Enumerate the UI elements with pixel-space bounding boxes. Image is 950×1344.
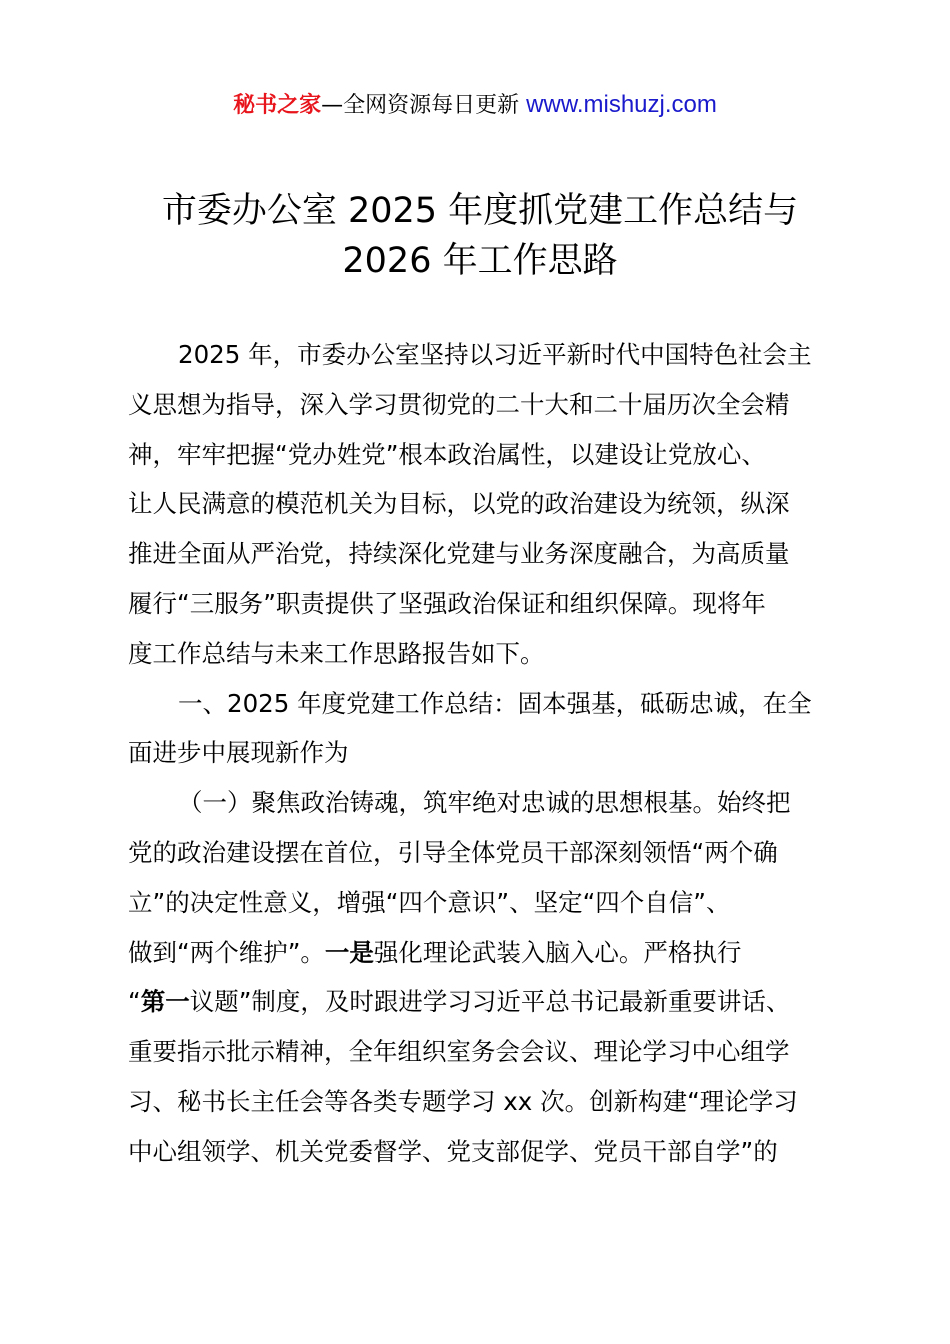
paragraph-line	[128, 579, 833, 629]
line-text: 一、2025 年度党建工作总结：固本强基，砥砺忠诚，在全	[178, 688, 812, 718]
paragraph-line	[128, 479, 833, 529]
line-text: 习、秘书长主任会等各类专题学习 xx 次。创新构建“理论学习	[128, 1087, 798, 1116]
line-text: 强化理论武装入脑入心。严格执行	[373, 937, 742, 967]
line-text: 义思想为指导，深入学习贯彻党的二十大和二十届历次全会精	[128, 389, 790, 419]
line-text: 中心组领学、机关党委督学、党支部促学、党员干部自学”的	[128, 1136, 778, 1166]
paragraph-line	[128, 928, 833, 978]
paragraph-line	[128, 878, 833, 928]
bold-text: 第一	[140, 987, 190, 1017]
site-header	[0, 88, 950, 119]
paragraph-line	[128, 529, 833, 579]
line-text: （一）聚焦政治铸魂，筑牢绝对忠诚的思想根基。始终把	[178, 788, 791, 818]
paragraph-line	[128, 380, 833, 430]
line-text: 2025 年，市委办公室坚持以习近平新时代中国特色社会主	[178, 340, 812, 369]
line-text: 立”的决定性意义，增强“四个意识”、坚定“四个自信”、	[128, 887, 731, 917]
line-text: 度工作总结与未来工作思路报告如下。	[128, 638, 545, 668]
paragraph-line	[128, 828, 833, 878]
brand-name: 秘书之家	[233, 93, 322, 118]
paragraph-line	[128, 1077, 833, 1127]
document-title-line-2: 2026 年工作思路	[342, 241, 618, 281]
site-url-link[interactable]: www.mishuzj.com	[526, 91, 717, 118]
paragraph-line	[128, 728, 833, 778]
paragraph-line	[128, 629, 833, 679]
line-text: 让人民满意的模范机关为目标，以党的政治建设为统领，纵深	[128, 489, 790, 519]
line-text: 面进步中展现新作为	[128, 738, 349, 768]
paragraph-line	[128, 679, 833, 729]
paragraph-line	[128, 977, 833, 1027]
line-text: 做到“两个维护”。	[128, 937, 325, 967]
line-text: 重要指示批示精神，全年组织室务会会议、理论学习中心组学	[128, 1037, 790, 1067]
line-text: 党的政治建设摆在首位，引导全体党员干部深刻领悟“两个确	[128, 838, 778, 867]
line-text: 神，牢牢把握“党办姓党”根本政治属性，以建设让党放心、	[128, 439, 766, 469]
document-title-line-1: 市委办公室 2025 年度抓党建工作总结与	[161, 191, 799, 231]
paragraph-line	[128, 430, 833, 480]
line-text: 推进全面从严治党，持续深化党建与业务深度融合，为高质量	[128, 539, 790, 569]
paragraph-line	[128, 1027, 833, 1077]
paragraph-line	[128, 330, 833, 380]
line-text: 履行“三服务”职责提供了坚强政治保证和组织保障。现将年	[128, 589, 766, 618]
paragraph-line	[128, 778, 833, 828]
line-text: 议题”制度，及时跟进学习习近平总书记最新重要讲话、	[189, 987, 791, 1017]
line-text: “	[128, 987, 141, 1017]
bold-text: 一是	[324, 937, 374, 967]
paragraph-line	[128, 1127, 833, 1177]
header-tagline: —全网资源每日更新	[321, 93, 527, 118]
